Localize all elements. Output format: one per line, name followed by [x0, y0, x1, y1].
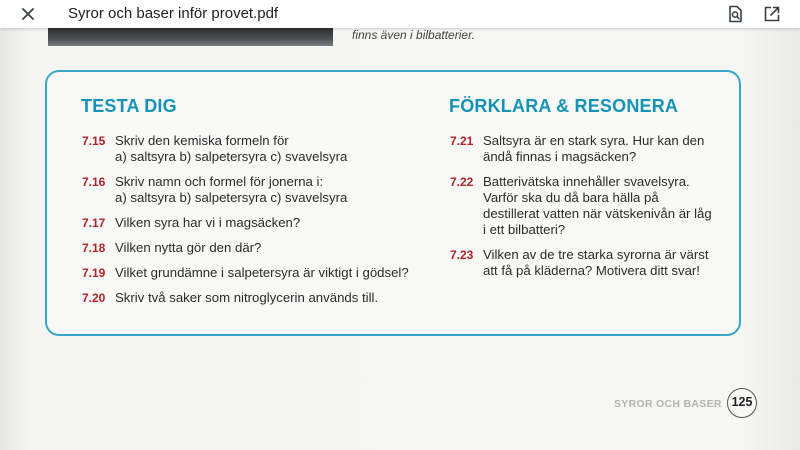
photo-caption-fragment: finns även i bilbatterier. — [352, 28, 475, 42]
question-item — [81, 265, 421, 281]
question-line: Batterivätska innehåller svavelsyra. — [483, 174, 690, 189]
open-external-icon[interactable] — [762, 4, 782, 24]
question-line: Saltsyra är en stark syra. Hur kan den — [483, 133, 705, 148]
question-text — [115, 215, 421, 231]
chapter-label: SYROR OCH BASER — [614, 398, 722, 410]
question-number: 7.19 — [82, 266, 106, 280]
question-text — [483, 174, 739, 238]
question-number: 7.23 — [450, 248, 474, 262]
question-line: i ett bilbatteri? — [483, 222, 566, 237]
question-item — [449, 133, 739, 165]
question-line: ändå finnas i magsäcken? — [483, 149, 637, 164]
forklara-resonera-column — [449, 96, 739, 288]
section-heading: FÖRKLARA & RESONERA — [449, 96, 679, 116]
page-number: 125 — [727, 388, 757, 418]
question-number: 7.22 — [450, 175, 474, 189]
question-item — [81, 215, 421, 231]
pdf-page — [0, 28, 800, 450]
question-line: Varför ska du då bara hälla på — [483, 190, 659, 205]
question-item — [81, 240, 421, 256]
question-number: 7.16 — [82, 175, 106, 189]
question-text — [483, 247, 739, 279]
question-number: 7.15 — [82, 134, 106, 148]
question-text — [115, 133, 421, 165]
close-icon[interactable] — [18, 4, 38, 24]
question-item — [81, 133, 421, 165]
question-line: a) saltsyra b) salpetersyra c) svavelsyra — [115, 149, 348, 164]
question-line: Vilken syra har vi i magsäcken? — [115, 215, 301, 230]
photo-fragment — [48, 28, 333, 46]
question-text — [115, 240, 421, 256]
exercise-box — [45, 70, 741, 336]
question-line: destillerat vatten när vätskenivån är låg — [483, 206, 712, 221]
search-in-document-icon[interactable] — [725, 4, 745, 24]
question-line: Vilken av de tre starka syrorna är värst — [483, 247, 709, 262]
question-number: 7.21 — [450, 134, 474, 148]
question-line: Vilken nytta gör den där? — [115, 240, 262, 255]
question-list — [81, 133, 421, 306]
question-item — [449, 174, 739, 238]
question-text — [483, 133, 739, 165]
question-text — [115, 174, 421, 206]
question-text — [115, 265, 421, 281]
question-line: Skriv namn och formel för jonerna i: — [115, 174, 324, 189]
document-title: Syror och baser inför provet.pdf — [68, 5, 279, 22]
question-number: 7.18 — [82, 241, 106, 255]
question-number: 7.20 — [82, 291, 106, 305]
testa-dig-column — [81, 96, 421, 315]
question-number: 7.17 — [82, 216, 106, 230]
question-item — [81, 174, 421, 206]
question-line: Vilket grundämne i salpetersyra är viktigt i gödsel? — [115, 265, 409, 280]
question-line: att få på kläderna? Motivera ditt svar! — [483, 263, 700, 278]
question-line: a) saltsyra b) salpetersyra c) svavelsyra — [115, 190, 348, 205]
question-item — [81, 290, 421, 306]
question-line: Skriv två saker som nitroglycerin används till. — [115, 290, 379, 305]
app-bar — [0, 0, 800, 28]
question-list — [449, 133, 739, 279]
question-item — [449, 247, 739, 279]
question-line: Skriv den kemiska formeln för — [115, 133, 289, 148]
section-heading: TESTA DIG — [81, 96, 177, 116]
question-text — [115, 290, 421, 306]
